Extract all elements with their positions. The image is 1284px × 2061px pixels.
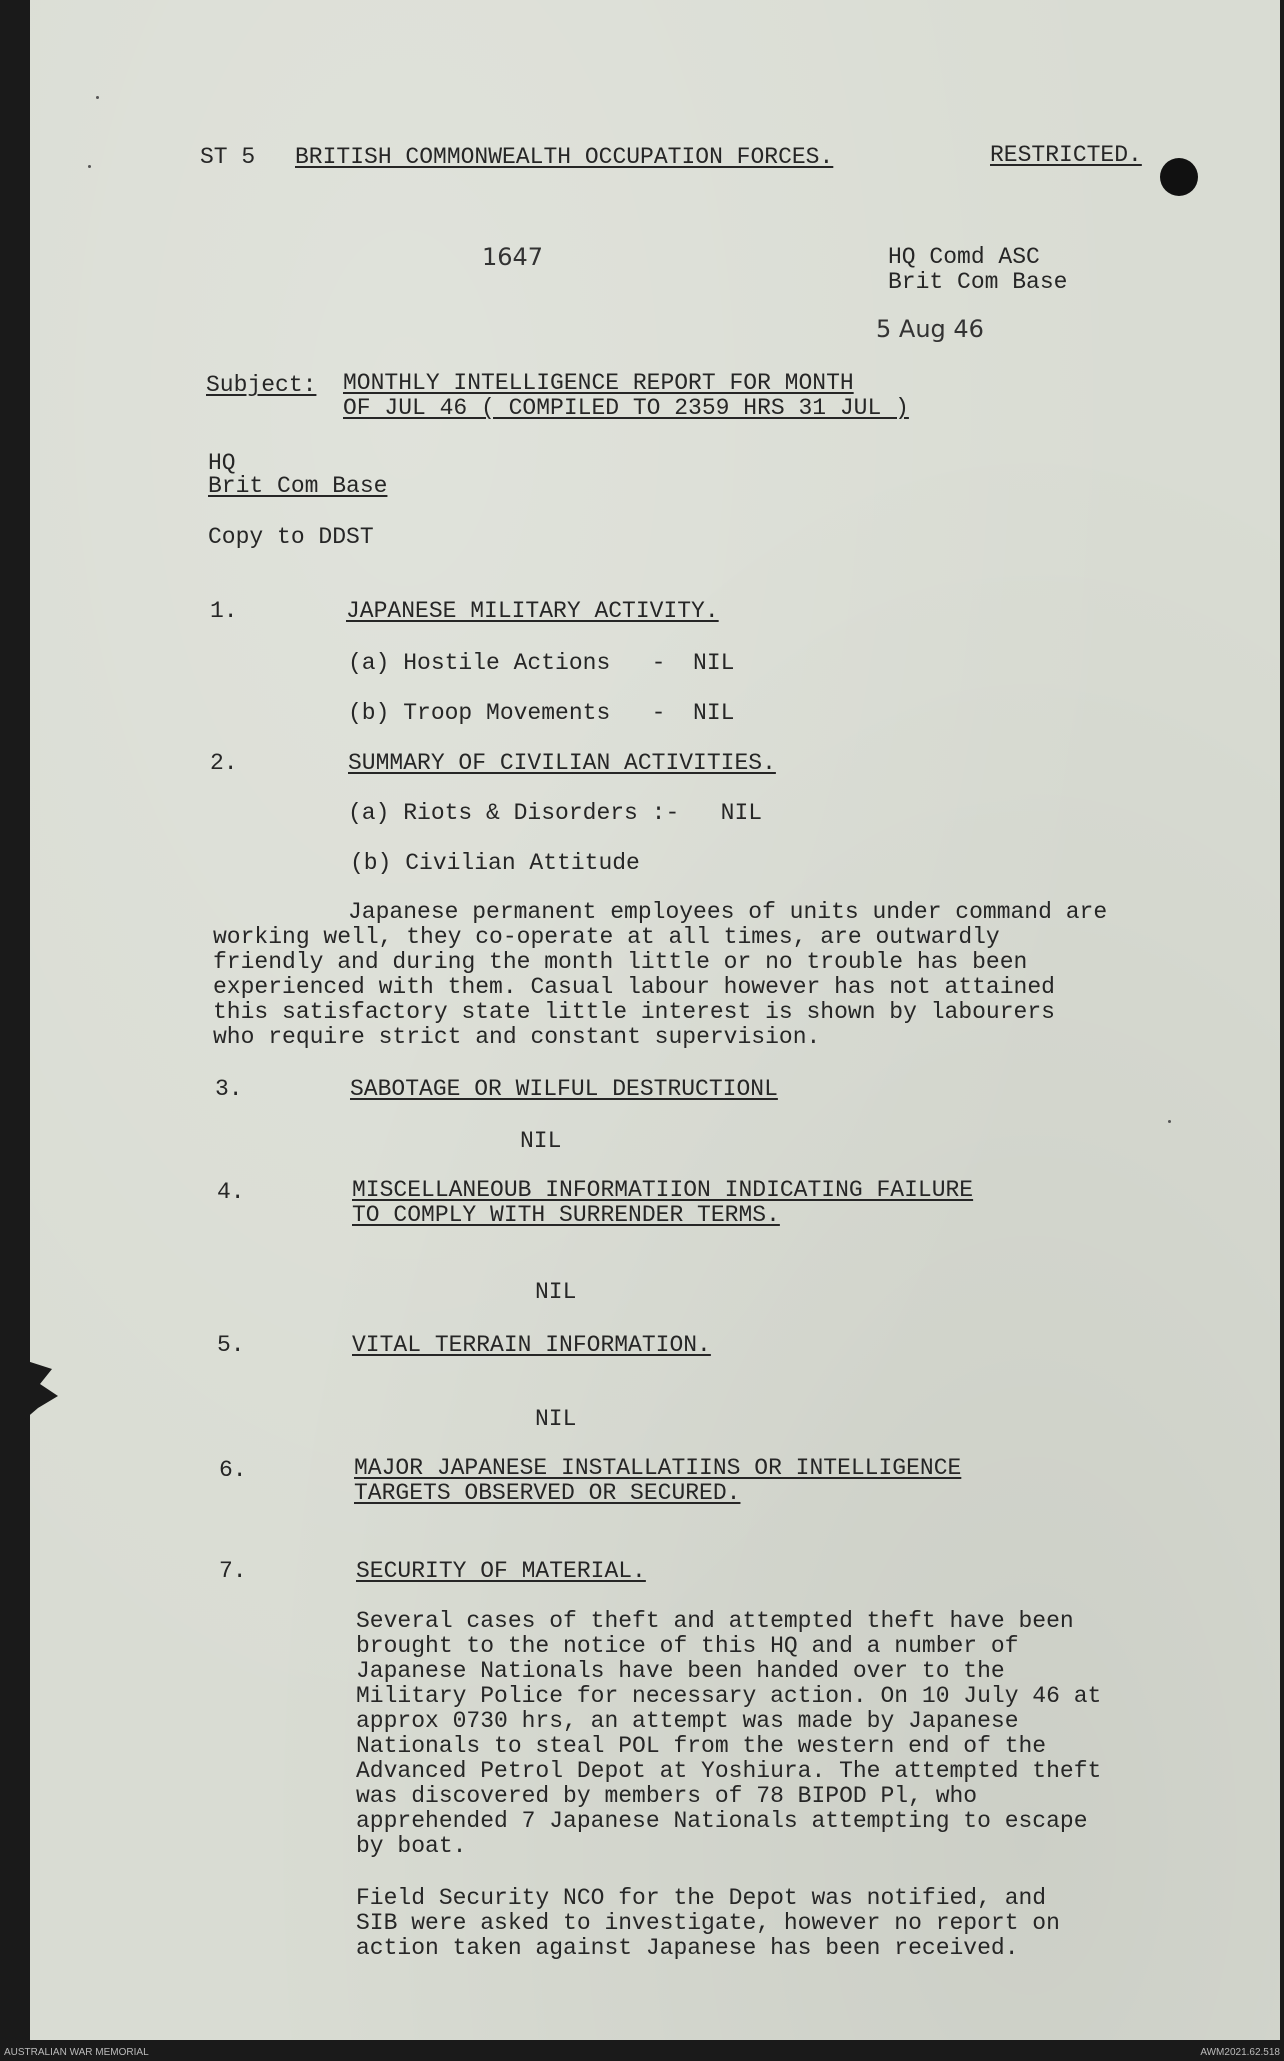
section-number: 1. xyxy=(210,598,238,624)
section-item: (b) Troop Movements - NIL xyxy=(348,700,735,726)
section-title: SABOTAGE OR WILFUL DESTRUCTIONL xyxy=(350,1076,778,1102)
section-item: (a) Hostile Actions - NIL xyxy=(348,650,735,676)
addressee-line-2: Brit Com Base xyxy=(208,473,388,499)
paragraph-line: brought to the notice of this HQ and a number of xyxy=(356,1633,1019,1659)
file-number: 1647 xyxy=(482,243,544,271)
section-value: NIL xyxy=(520,1128,562,1154)
from-line-2: Brit Com Base xyxy=(888,269,1068,295)
header-classification: RESTRICTED. xyxy=(990,142,1142,168)
section-title: MAJOR JAPANESE INSTALLATIINS OR INTELLIGENCE xyxy=(354,1455,962,1481)
section-number: 3. xyxy=(215,1076,243,1102)
header-organisation: BRITISH COMMONWEALTH OCCUPATION FORCES. xyxy=(295,144,834,170)
paragraph-line: who require strict and constant supervision. xyxy=(213,1024,821,1050)
paragraph-line: friendly and during the month little or no trouble has been xyxy=(213,949,1028,975)
section-title: VITAL TERRAIN INFORMATION. xyxy=(352,1332,711,1358)
addressee-line-1: HQ xyxy=(208,450,236,476)
section-number: 5. xyxy=(217,1332,245,1358)
section-title: SUMMARY OF CIVILIAN ACTIVITIES. xyxy=(348,750,776,776)
paragraph-line: was discovered by members of 78 BIPOD Pl, who xyxy=(356,1783,978,1809)
header-ref-prefix: ST 5 xyxy=(200,144,256,170)
paper-speck xyxy=(88,165,91,168)
paragraph-line: apprehended 7 Japanese Nationals attempting to escape xyxy=(356,1808,1088,1834)
paragraph-line: Japanese Nationals have been handed over to the xyxy=(356,1658,1005,1684)
punch-hole xyxy=(1160,158,1198,196)
subject-label: Subject: xyxy=(206,372,317,398)
section-number: 7. xyxy=(219,1558,247,1584)
paragraph-line: Field Security NCO for the Depot was notified, and xyxy=(356,1885,1047,1911)
paragraph-line: working well, they co-operate at all times, are outwardly xyxy=(213,924,1000,950)
section-number: 4. xyxy=(217,1179,245,1205)
section-title: TO COMPLY WITH SURRENDER TERMS. xyxy=(352,1202,780,1228)
paragraph-line: Military Police for necessary action. On 10 July 46 at xyxy=(356,1683,1102,1709)
section-value: NIL xyxy=(535,1279,577,1305)
footer-archive-name: AUSTRALIAN WAR MEMORIAL xyxy=(4,2047,149,2058)
subject-line-1: MONTHLY INTELLIGENCE REPORT FOR MONTH xyxy=(343,370,854,396)
subject-line-2: OF JUL 46 ( COMPILED TO 2359 HRS 31 JUL ) xyxy=(343,395,909,421)
paragraph-line: approx 0730 hrs, an attempt was made by Japanese xyxy=(356,1708,1019,1734)
paragraph-line: by boat. xyxy=(356,1833,467,1859)
section-title: JAPANESE MILITARY ACTIVITY. xyxy=(346,598,719,624)
paragraph-line: Nationals to steal POL from the western end of the xyxy=(356,1733,1047,1759)
paper-speck xyxy=(96,96,99,99)
section-title: SECURITY OF MATERIAL. xyxy=(356,1558,646,1584)
from-line-1: HQ Comd ASC xyxy=(888,244,1040,270)
paragraph-line: experienced with them. Casual labour however has not attained xyxy=(213,974,1055,1000)
section-number: 6. xyxy=(219,1457,247,1483)
section-title: MISCELLANEOUB INFORMATIION INDICATING FAILURE xyxy=(352,1177,974,1203)
section-item: (a) Riots & Disorders :- NIL xyxy=(348,800,763,826)
paragraph-line: action taken against Japanese has been received. xyxy=(356,1935,1019,1961)
footer-item-id: AWM2021.62.518 xyxy=(1200,2047,1280,2058)
paragraph-line: SIB were asked to investigate, however no report on xyxy=(356,1910,1060,1936)
section-number: 2. xyxy=(210,750,238,776)
paper-speck xyxy=(1168,1120,1171,1123)
copy-to: Copy to DDST xyxy=(208,524,374,550)
section-title: TARGETS OBSERVED OR SECURED. xyxy=(354,1480,741,1506)
section-item: (b) Civilian Attitude xyxy=(350,850,640,876)
paragraph-line: Several cases of theft and attempted theft have been xyxy=(356,1608,1074,1634)
paragraph-line: Japanese permanent employees of units under command are xyxy=(348,899,1108,925)
paragraph-line: Advanced Petrol Depot at Yoshiura. The attempted theft xyxy=(356,1758,1102,1784)
date: 5 Aug 46 xyxy=(876,315,984,343)
paragraph-line: this satisfactory state little interest is shown by labourers xyxy=(213,999,1055,1025)
section-value: NIL xyxy=(535,1406,577,1432)
